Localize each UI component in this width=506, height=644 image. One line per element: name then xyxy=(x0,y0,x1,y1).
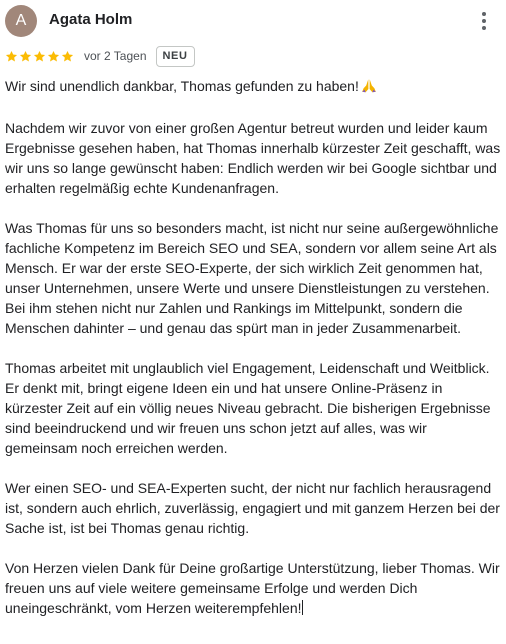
more-vert-icon-dot xyxy=(482,19,486,23)
star-icon xyxy=(5,50,18,63)
more-vert-icon-dot xyxy=(482,26,486,30)
review-paragraph: Nachdem wir zuvor von einer großen Agentur betreut wurden und leider kaum Ergebnisse gesehen haben, hat Thomas innerhalb kürzester Zeit geschafft, was wir uns so lange gewünscht haben: Endlich werden wir bei Google sichtbar und erhalten regelmäßig echte Kundenanfragen. xyxy=(5,120,501,196)
review-paragraph xyxy=(5,76,501,98)
avatar[interactable]: A xyxy=(5,5,37,37)
star-icon xyxy=(33,50,46,63)
review-paragraph: Was Thomas für uns so besonders macht, ist nicht nur seine außergewöhnliche fachliche Kompetenz im Bereich SEO und SEA, sondern vor allem seine Art als Mensch. Er war der erste SEO-Experte, der sich wirklich Zeit genommen hat, unser Unternehmen, unsere Werte und unsere Dienstleistungen zu verstehen. Bei ihm stehen nicht nur Zahlen und Rankings im Mittelpunkt, sondern die Menschen dahinter – und genau das spürt man in jeder Zusammenarbeit. xyxy=(5,220,499,336)
more-vert-icon xyxy=(482,12,486,16)
more-options-button[interactable] xyxy=(472,8,496,34)
review-meta xyxy=(5,45,195,67)
review-paragraph-text: Von Herzen vielen Dank für Deine großartige Unterstützung, lieber Thomas. Wir freuen uns auf viele weitere gemeinsame Erfolge und werden Dich uneingeschränkt, vom Herzen weiterempfehlen! xyxy=(5,560,500,616)
review-text xyxy=(5,76,501,618)
star-icon xyxy=(61,50,74,63)
review-paragraph-text: Wir sind unendlich dankbar, Thomas gefunden zu haben! xyxy=(5,78,359,94)
new-badge: NEU xyxy=(156,46,195,67)
review-date: vor 2 Tagen xyxy=(84,49,147,63)
author-name[interactable]: Agata Holm xyxy=(49,11,133,28)
star-icon xyxy=(19,50,32,63)
review-paragraph: Thomas arbeitet mit unglaublich viel Engagement, Leidenschaft und Weitblick. Er denkt mit, bringt eigene Ideen ein und hat unsere Online-Präsenz in kürzester Zeit auf ein völlig neues Niveau gebracht. Die bisherigen Ergebnisse sind beeindruckend und wir freuen uns schon jetzt auf alles, was wir gemeinsam noch erreichen werden. xyxy=(5,360,491,456)
star-rating xyxy=(5,50,75,63)
folded-hands-icon xyxy=(361,78,377,98)
review-paragraph: Wer einen SEO- und SEA-Experten sucht, der nicht nur fachlich herausragend ist, sondern auch ehrlich, zuverlässig, engagiert und mit ganzem Herzen bei der Sache ist, ist bei Thomas genau richtig. xyxy=(5,480,500,536)
review-paragraph xyxy=(5,558,501,618)
star-icon xyxy=(47,50,60,63)
text-cursor xyxy=(302,600,303,615)
